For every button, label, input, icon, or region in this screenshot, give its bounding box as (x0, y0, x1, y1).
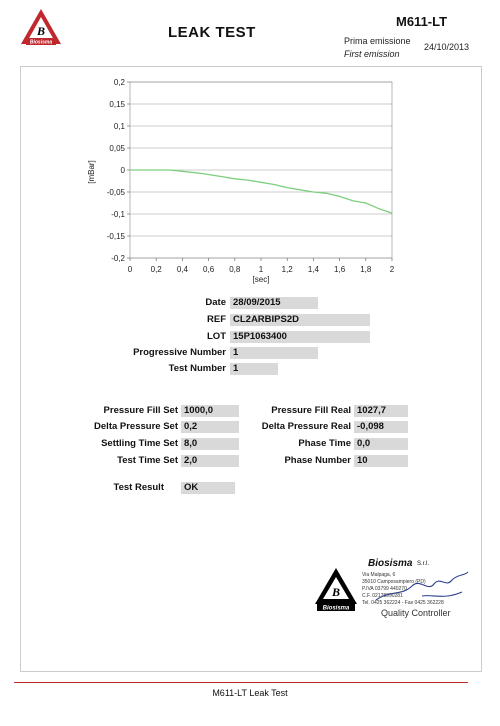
y-axis-label: [mBar] (87, 160, 96, 184)
lot-label: LOT (207, 331, 226, 342)
delta-pressure-real-value: -0,098 (354, 421, 408, 433)
y-tick-label: 0,1 (113, 122, 125, 131)
pressure-fill-real-label: Pressure Fill Real (271, 405, 351, 416)
x-tick-label: 1,2 (281, 265, 293, 274)
stamp-brand-suffix: S.r.l. (417, 561, 430, 567)
x-axis-label: [sec] (252, 275, 270, 284)
phase-number-label: Phase Number (284, 455, 351, 466)
pressure-fill-set-label: Pressure Fill Set (103, 405, 178, 416)
y-tick-labels (107, 78, 126, 263)
test-number-label: Test Number (168, 363, 226, 374)
series-line (130, 170, 392, 213)
svg-text:B: B (36, 24, 46, 38)
stamp-address-1: Via Malpaga, 6 (362, 572, 396, 578)
quality-controller-label: Quality Controller (381, 608, 451, 618)
emission-label-it: Prima emissione (344, 36, 411, 46)
y-tick-label: -0,05 (106, 188, 125, 197)
x-tick-label: 2 (389, 265, 395, 274)
delta-pressure-set-label: Delta Pressure Set (94, 421, 178, 432)
y-tick-label: 0,2 (113, 78, 125, 87)
x-tick-label: 1,6 (334, 265, 346, 274)
stamp-brand: Biosisma (368, 558, 413, 569)
settling-time-set-value: 8,0 (181, 438, 239, 450)
x-tick-label: 1,8 (360, 265, 372, 274)
settling-time-set-label: Settling Time Set (101, 438, 178, 449)
pressure-fill-real-value: 1027,7 (354, 405, 408, 417)
svg-text:Biosisma: Biosisma (322, 605, 350, 612)
emission-date: 24/10/2013 (424, 42, 470, 52)
test-number-value: 1 (230, 363, 278, 375)
x-tick-label: 1 (258, 265, 264, 274)
progressive-number-value: 1 (230, 347, 318, 359)
y-tick-label: -0,2 (111, 254, 125, 263)
leak-chart (84, 74, 414, 284)
document-code: M611-LT (396, 14, 448, 29)
pressure-fill-set-value: 1000,0 (181, 405, 239, 417)
delta-pressure-real-label: Delta Pressure Real (261, 421, 351, 432)
phase-time-value: 0,0 (354, 438, 408, 450)
test-result-value: OK (181, 482, 235, 494)
stamp-logo (313, 566, 359, 612)
stamp-address-2: 35010 Camposampiero (PD) (362, 579, 426, 585)
y-tick-label: 0,15 (109, 100, 125, 109)
delta-pressure-set-value: 0,2 (181, 421, 239, 433)
y-tick-label: -0,1 (111, 210, 125, 219)
x-tick-labels (128, 265, 395, 274)
lot-value: 15P1063400 (230, 331, 370, 343)
ref-value: CL2ARBIPS2D (230, 314, 370, 326)
signature (372, 566, 472, 610)
progressive-number-label: Progressive Number (133, 347, 226, 358)
stamp-address-5: Tel. 0425 362224 - Fax 0425 362228 (362, 600, 444, 606)
footer-rule (14, 682, 468, 683)
stamp-address-3: P.IVA 03799 440270 (362, 586, 407, 592)
footer-text: M611-LT Leak Test (212, 688, 288, 698)
test-time-set-label: Test Time Set (117, 455, 178, 466)
stamp-address-4: C.F. 02178990281 (362, 593, 403, 599)
svg-text:B: B (331, 585, 341, 599)
ref-label: REF (207, 314, 226, 325)
y-tick-label: 0,05 (109, 144, 125, 153)
y-tick-label: -0,15 (106, 232, 125, 241)
x-tick-label: 0,4 (176, 265, 188, 274)
x-tick-label: 0 (127, 265, 133, 274)
page-title: LEAK TEST (168, 24, 256, 41)
phase-number-value: 10 (354, 455, 408, 467)
emission-label-en: First emission (344, 49, 400, 59)
phase-time-label: Phase Time (298, 438, 351, 449)
x-tick-label: 0,8 (229, 265, 241, 274)
series-group (130, 170, 392, 213)
biosisma-logo (20, 8, 62, 46)
chart-grid (127, 82, 392, 261)
x-tick-label: 0,2 (150, 265, 162, 274)
date-label: Date (205, 297, 226, 308)
x-tick-label: 0,6 (203, 265, 215, 274)
date-value: 28/09/2015 (230, 297, 318, 309)
x-tick-label: 1,4 (307, 265, 319, 274)
y-tick-label: 0 (120, 166, 125, 175)
test-result-label: Test Result (113, 482, 164, 493)
logo-text: Biosisma (29, 39, 53, 46)
test-time-set-value: 2,0 (181, 455, 239, 467)
